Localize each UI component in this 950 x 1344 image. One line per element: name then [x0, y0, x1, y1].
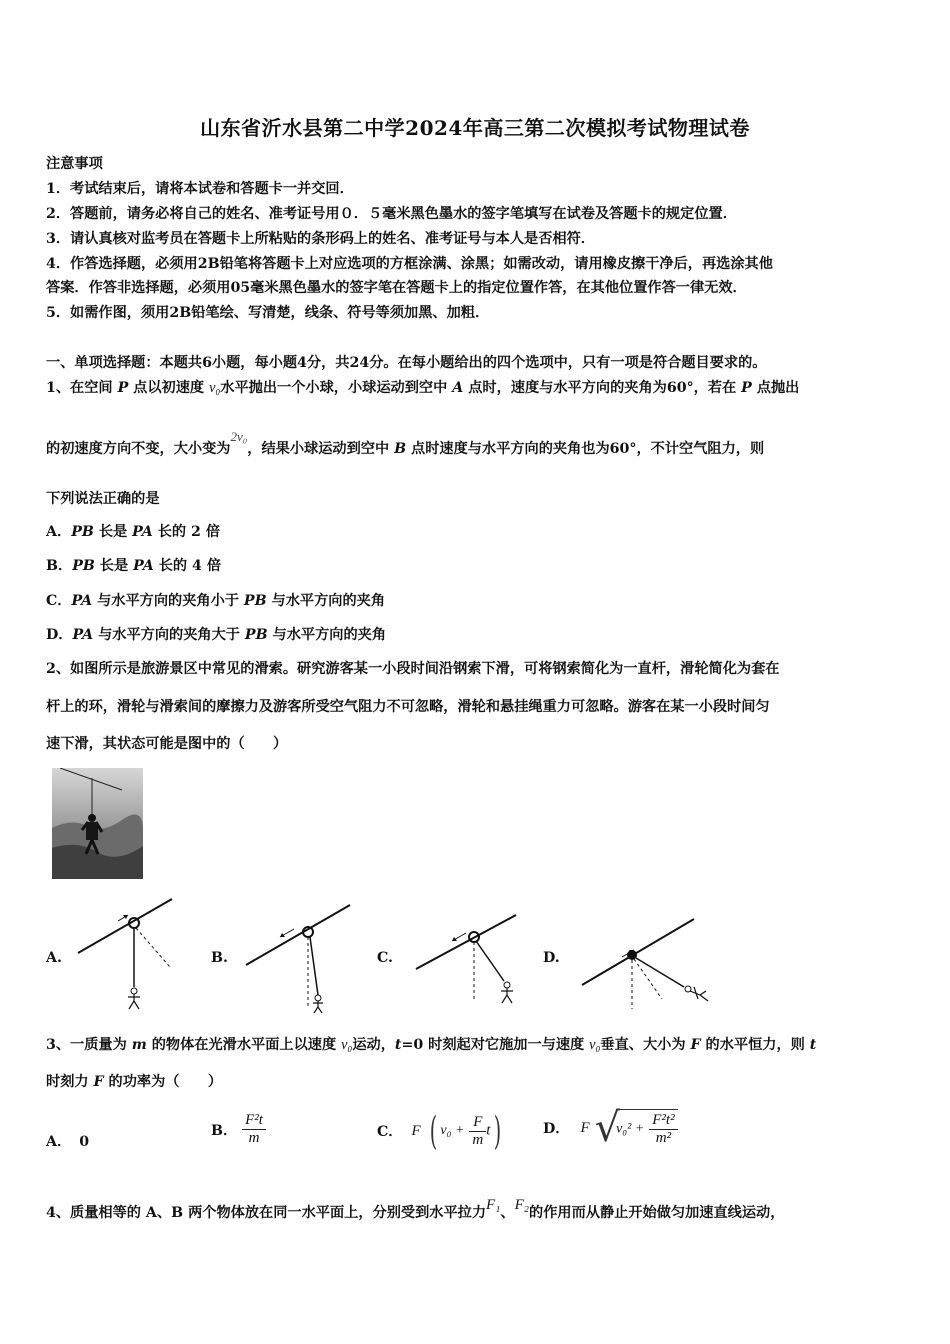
- formula-f-over-m: $\frac{F}{m}$: [469, 1114, 486, 1149]
- zipline-diagram-d: [576, 895, 736, 1013]
- question-1-line-2: 的初速度方向不变，大小变为2v₀，结果小球运动到空中 B 点时速度与水平方向的夹角也为60°，不计空气阻力，则: [46, 429, 765, 457]
- question-3-line-2: 时刻力 F 的功率为（ ）: [46, 1074, 223, 1090]
- question-3-option-c[interactable]: C． F ( v₀ + $\frac{F}{m}$ t): [377, 1109, 502, 1153]
- zipline-diagram-b: [240, 895, 380, 1013]
- formula-f2t2-over-m2: $\frac{\text{F²t²}}{\text{m²}}$: [649, 1112, 677, 1147]
- section-heading: 一、单项选择题：本题共6小题，每小题4分，共24分。在每小题给出的四个选项中，只有一项是符合题目要求的。: [46, 355, 767, 371]
- question-1-line-3: 下列说法正确的是: [46, 491, 160, 507]
- notice-item: 5．如需作图，须用2B铅笔绘、写清楚，线条、符号等须加黑、加粗．: [46, 305, 490, 321]
- page-title: 山东省沂水县第二中学2024年高三第二次模拟考试物理试卷: [200, 116, 750, 140]
- notice-item: 2．答题前，请务必将自己的姓名、准考证号用０．５毫米黑色墨水的签字笔填写在试卷及答题卡的规定位置．: [46, 206, 737, 222]
- diagram-label-d[interactable]: D.: [543, 950, 560, 966]
- diagram-label-a[interactable]: A.: [46, 950, 62, 966]
- diagram-label-c[interactable]: C.: [377, 950, 393, 966]
- question-2-line-2: 杆上的环，滑轮与滑索间的摩擦力及游客所受空气阻力不可忽略，滑轮和悬挂绳重力可忽略。游客在某一小段时间匀: [46, 699, 770, 715]
- question-1-line-1: 1、在空间 P 点以初速度 v₀水平抛出一个小球，小球运动到空中 A 点时，速度与水平方向的夹角为60°，若在 P 点抛出: [46, 380, 800, 396]
- zipline-photo: [52, 768, 143, 879]
- zipline-diagram-c: [410, 895, 550, 1013]
- zipline-diagram-a: [72, 895, 212, 1013]
- question-2-line-1: 2、如图所示是旅游景区中常见的滑索。研究游客某一小段时间沿钢索下滑，可将钢索简化为一直杆，滑轮简化为套在: [46, 661, 780, 677]
- question-3-option-a[interactable]: A． 0: [46, 1134, 90, 1150]
- question-1-option-d[interactable]: D．PA 与水平方向的夹角大于 PB 与水平方向的夹角: [46, 627, 387, 643]
- question-1-option-b[interactable]: B．PB 长是 PA 长的 4 倍: [46, 558, 222, 574]
- formula-2v0: 2v₀: [230, 429, 248, 444]
- notice-item: 答案．作答非选择题，必须用05毫米黑色墨水的签字笔在答题卡上的指定位置作答，在其他位置作答一律无效．: [46, 280, 747, 296]
- question-3-option-b[interactable]: B． $\frac{\text{F²t}}{m}$: [211, 1112, 266, 1147]
- notice-item: 4．作答选择题，必须用2B铅笔将答题卡上对应选项的方框涂满、涂黑；如需改动，请用橡皮擦干净后，再选涂其他: [46, 256, 773, 272]
- question-1-option-a[interactable]: A．PB 长是 PA 长的 2 倍: [46, 524, 221, 540]
- formula-f2t-over-m: $\frac{\text{F²t}}{m}$: [242, 1112, 266, 1147]
- question-3-option-d[interactable]: D． F √v₀² + $\frac{\text{F²t²}}{\text{m²}}$: [543, 1108, 678, 1148]
- notice-item: 3．请认真核对监考员在答题卡上所粘贴的条形码上的姓名、准考证号与本人是否相符．: [46, 231, 595, 247]
- diagram-label-b[interactable]: B.: [211, 950, 228, 966]
- question-4-line-1: 4、质量相等的 A、B 两个物体放在同一水平面上，分别受到水平拉力F₁、F₂的作用而从静止开始做匀加速直线运动，: [46, 1197, 785, 1221]
- notice-item: 1．考试结束后，请将本试卷和答题卡一并交回．: [46, 181, 354, 197]
- question-2-line-3: 速下滑，其状态可能是图中的（ ）: [46, 736, 288, 752]
- question-3-line-1: 3、一质量为 m 的物体在光滑水平面上以速度 v₀运动，t=0 时刻起对它施加一与速度 v₀垂直、大小为 F 的水平恒力，则 t: [46, 1037, 817, 1053]
- question-1-option-c[interactable]: C．PA 与水平方向的夹角小于 PB 与水平方向的夹角: [46, 593, 386, 609]
- notice-heading: 注意事项: [46, 156, 103, 172]
